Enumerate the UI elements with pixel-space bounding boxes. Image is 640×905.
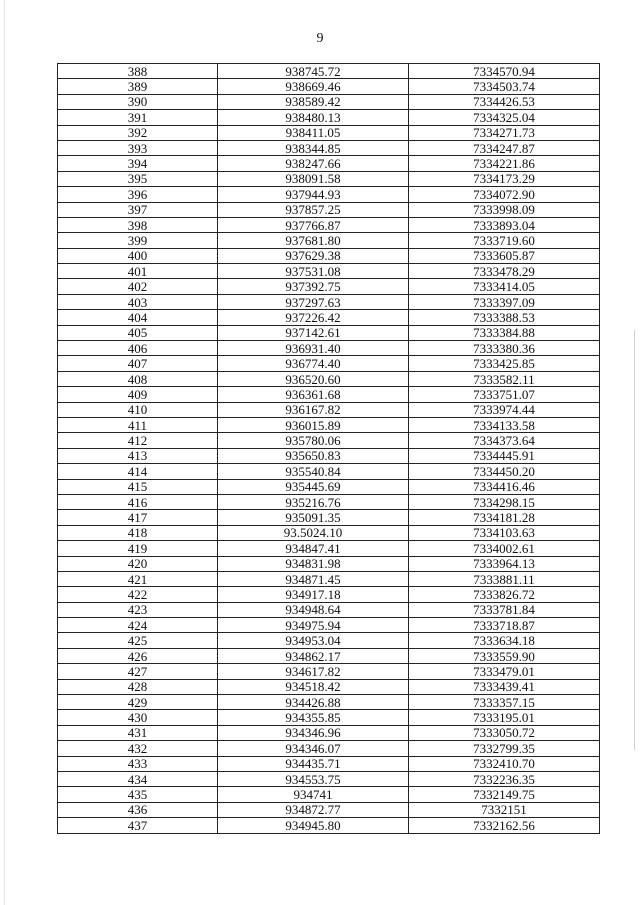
x-coordinate-cell: 935650.83	[218, 448, 409, 463]
point-number-cell: 415	[58, 479, 218, 494]
point-number-cell: 427	[58, 664, 218, 679]
x-coordinate-cell: 935091.35	[218, 510, 409, 525]
point-number-cell: 406	[58, 341, 218, 356]
x-coordinate-cell: 937766.87	[218, 217, 409, 232]
y-coordinate-cell: 7333718.87	[409, 618, 600, 633]
y-coordinate-cell: 7333414.05	[409, 279, 600, 294]
x-coordinate-cell: 934872.77	[218, 802, 409, 817]
scan-edge-mark	[634, 330, 635, 750]
x-coordinate-cell: 937226.42	[218, 310, 409, 325]
y-coordinate-cell: 7334373.64	[409, 433, 600, 448]
x-coordinate-cell: 937392.75	[218, 279, 409, 294]
table-row	[58, 787, 600, 802]
table-row	[58, 541, 600, 556]
x-coordinate-cell: 934355.85	[218, 710, 409, 725]
scan-edge-mark	[4, 0, 5, 905]
coordinates-table	[57, 63, 600, 834]
table-row	[58, 294, 600, 309]
table-row	[58, 202, 600, 217]
x-coordinate-cell: 934917.18	[218, 587, 409, 602]
table-row	[58, 756, 600, 771]
y-coordinate-cell: 7334503.74	[409, 79, 600, 94]
x-coordinate-cell: 935216.76	[218, 494, 409, 509]
x-coordinate-cell: 936167.82	[218, 402, 409, 417]
table-row	[58, 510, 600, 525]
point-number-cell: 388	[58, 64, 218, 79]
point-number-cell: 429	[58, 695, 218, 710]
point-number-cell: 391	[58, 110, 218, 125]
y-coordinate-cell: 7333826.72	[409, 587, 600, 602]
y-coordinate-cell: 7333974.44	[409, 402, 600, 417]
y-coordinate-cell: 7333357.15	[409, 695, 600, 710]
table-row	[58, 494, 600, 509]
point-number-cell: 413	[58, 448, 218, 463]
table-row	[58, 479, 600, 494]
y-coordinate-cell: 7334325.04	[409, 110, 600, 125]
x-coordinate-cell: 936361.68	[218, 387, 409, 402]
point-number-cell: 426	[58, 648, 218, 663]
table-row	[58, 633, 600, 648]
point-number-cell: 400	[58, 248, 218, 263]
x-coordinate-cell: 936774.40	[218, 356, 409, 371]
x-coordinate-cell: 936015.89	[218, 417, 409, 432]
x-coordinate-cell: 938091.58	[218, 171, 409, 186]
table-row	[58, 664, 600, 679]
table-row	[58, 125, 600, 140]
point-number-cell: 422	[58, 587, 218, 602]
point-number-cell: 423	[58, 602, 218, 617]
x-coordinate-cell: 938589.42	[218, 94, 409, 109]
x-coordinate-cell: 934518.42	[218, 679, 409, 694]
x-coordinate-cell: 937857.25	[218, 202, 409, 217]
x-coordinate-cell: 934346.96	[218, 725, 409, 740]
point-number-cell: 418	[58, 525, 218, 540]
table-row	[58, 248, 600, 263]
y-coordinate-cell: 7333751.07	[409, 387, 600, 402]
table-row	[58, 341, 600, 356]
x-coordinate-cell: 938247.66	[218, 156, 409, 171]
page-number: 9	[316, 31, 324, 46]
point-number-cell: 428	[58, 679, 218, 694]
point-number-cell: 403	[58, 294, 218, 309]
y-coordinate-cell: 7334416.46	[409, 479, 600, 494]
table-row	[58, 264, 600, 279]
point-number-cell: 398	[58, 217, 218, 232]
point-number-cell: 412	[58, 433, 218, 448]
y-coordinate-cell: 7334247.87	[409, 140, 600, 155]
y-coordinate-cell: 7332799.35	[409, 741, 600, 756]
point-number-cell: 420	[58, 556, 218, 571]
point-number-cell: 393	[58, 140, 218, 155]
x-coordinate-cell: 934426.88	[218, 695, 409, 710]
point-number-cell: 417	[58, 510, 218, 525]
x-coordinate-cell: 937681.80	[218, 233, 409, 248]
table-row	[58, 110, 600, 125]
y-coordinate-cell: 7333478.29	[409, 264, 600, 279]
x-coordinate-cell: 934953.04	[218, 633, 409, 648]
table-row	[58, 571, 600, 586]
y-coordinate-cell: 7334426.53	[409, 94, 600, 109]
x-coordinate-cell: 935445.69	[218, 479, 409, 494]
x-coordinate-cell: 934435.71	[218, 756, 409, 771]
table-row	[58, 556, 600, 571]
point-number-cell: 401	[58, 264, 218, 279]
x-coordinate-cell: 934617.82	[218, 664, 409, 679]
x-coordinate-cell: 934741	[218, 787, 409, 802]
point-number-cell: 425	[58, 633, 218, 648]
y-coordinate-cell: 7332236.35	[409, 771, 600, 786]
point-number-cell: 411	[58, 417, 218, 432]
y-coordinate-cell: 7333881.11	[409, 571, 600, 586]
x-coordinate-cell: 934871.45	[218, 571, 409, 586]
table-row	[58, 279, 600, 294]
y-coordinate-cell: 7333582.11	[409, 371, 600, 386]
x-coordinate-cell: 938669.46	[218, 79, 409, 94]
table-row	[58, 310, 600, 325]
y-coordinate-cell: 7334570.94	[409, 64, 600, 79]
x-coordinate-cell: 938745.72	[218, 64, 409, 79]
point-number-cell: 402	[58, 279, 218, 294]
x-coordinate-cell: 936520.60	[218, 371, 409, 386]
y-coordinate-cell: 7333634.18	[409, 633, 600, 648]
y-coordinate-cell: 7333781.84	[409, 602, 600, 617]
point-number-cell: 421	[58, 571, 218, 586]
table-row	[58, 587, 600, 602]
y-coordinate-cell: 7333380.36	[409, 341, 600, 356]
y-coordinate-cell: 7334450.20	[409, 464, 600, 479]
y-coordinate-cell: 7333479.01	[409, 664, 600, 679]
y-coordinate-cell: 7334221.86	[409, 156, 600, 171]
y-coordinate-cell: 7334298.15	[409, 494, 600, 509]
table-row	[58, 187, 600, 202]
table-row	[58, 602, 600, 617]
table-row	[58, 417, 600, 432]
point-number-cell: 414	[58, 464, 218, 479]
x-coordinate-cell: 934831.98	[218, 556, 409, 571]
table-row	[58, 710, 600, 725]
x-coordinate-cell: 935540.84	[218, 464, 409, 479]
y-coordinate-cell: 7334072.90	[409, 187, 600, 202]
table-row	[58, 448, 600, 463]
table-row	[58, 802, 600, 817]
table-row	[58, 64, 600, 79]
x-coordinate-cell: 935780.06	[218, 433, 409, 448]
point-number-cell: 431	[58, 725, 218, 740]
x-coordinate-cell: 934975.94	[218, 618, 409, 633]
x-coordinate-cell: 938480.13	[218, 110, 409, 125]
table-row	[58, 679, 600, 694]
point-number-cell: 424	[58, 618, 218, 633]
table-row	[58, 771, 600, 786]
table-row	[58, 818, 600, 833]
point-number-cell: 392	[58, 125, 218, 140]
table-row	[58, 79, 600, 94]
x-coordinate-cell: 934346.07	[218, 741, 409, 756]
point-number-cell: 404	[58, 310, 218, 325]
point-number-cell: 399	[58, 233, 218, 248]
x-coordinate-cell: 938344.85	[218, 140, 409, 155]
table-row	[58, 233, 600, 248]
table-row	[58, 387, 600, 402]
y-coordinate-cell: 7334445.91	[409, 448, 600, 463]
y-coordinate-cell: 7334002.61	[409, 541, 600, 556]
table-row	[58, 741, 600, 756]
x-coordinate-cell: 937531.08	[218, 264, 409, 279]
table-row	[58, 356, 600, 371]
y-coordinate-cell: 7333893.04	[409, 217, 600, 232]
y-coordinate-cell: 7332162.56	[409, 818, 600, 833]
point-number-cell: 397	[58, 202, 218, 217]
table-row	[58, 648, 600, 663]
y-coordinate-cell: 7334271.73	[409, 125, 600, 140]
y-coordinate-cell: 7332149.75	[409, 787, 600, 802]
y-coordinate-cell: 7334173.29	[409, 171, 600, 186]
y-coordinate-cell: 7333384.88	[409, 325, 600, 340]
y-coordinate-cell: 7333964.13	[409, 556, 600, 571]
point-number-cell: 408	[58, 371, 218, 386]
point-number-cell: 437	[58, 818, 218, 833]
table-row	[58, 217, 600, 232]
table-row	[58, 140, 600, 155]
y-coordinate-cell: 7334103.63	[409, 525, 600, 540]
point-number-cell: 390	[58, 94, 218, 109]
point-number-cell: 410	[58, 402, 218, 417]
y-coordinate-cell: 7333605.87	[409, 248, 600, 263]
y-coordinate-cell: 7333425.85	[409, 356, 600, 371]
y-coordinate-cell: 7334133.58	[409, 417, 600, 432]
table-row	[58, 94, 600, 109]
x-coordinate-cell: 93.5024.10	[218, 525, 409, 540]
x-coordinate-cell: 934553.75	[218, 771, 409, 786]
table-row	[58, 402, 600, 417]
x-coordinate-cell: 937297.63	[218, 294, 409, 309]
y-coordinate-cell: 7333397.09	[409, 294, 600, 309]
y-coordinate-cell: 7333439.41	[409, 679, 600, 694]
y-coordinate-cell: 7332410.70	[409, 756, 600, 771]
table-row	[58, 725, 600, 740]
point-number-cell: 407	[58, 356, 218, 371]
y-coordinate-cell: 7333719.60	[409, 233, 600, 248]
table-row	[58, 695, 600, 710]
x-coordinate-cell: 937142.61	[218, 325, 409, 340]
x-coordinate-cell: 937944.93	[218, 187, 409, 202]
y-coordinate-cell: 7333388.53	[409, 310, 600, 325]
point-number-cell: 409	[58, 387, 218, 402]
x-coordinate-cell: 938411.05	[218, 125, 409, 140]
point-number-cell: 434	[58, 771, 218, 786]
y-coordinate-cell: 7333559.90	[409, 648, 600, 663]
x-coordinate-cell: 934948.64	[218, 602, 409, 617]
x-coordinate-cell: 937629.38	[218, 248, 409, 263]
x-coordinate-cell: 934847.41	[218, 541, 409, 556]
table-row	[58, 371, 600, 386]
y-coordinate-cell: 7333998.09	[409, 202, 600, 217]
x-coordinate-cell: 936931.40	[218, 341, 409, 356]
point-number-cell: 416	[58, 494, 218, 509]
table-row	[58, 525, 600, 540]
point-number-cell: 389	[58, 79, 218, 94]
point-number-cell: 435	[58, 787, 218, 802]
table-row	[58, 156, 600, 171]
table-row	[58, 171, 600, 186]
y-coordinate-cell: 7333195.01	[409, 710, 600, 725]
point-number-cell: 396	[58, 187, 218, 202]
coordinates-table-body	[58, 64, 600, 834]
table-row	[58, 464, 600, 479]
point-number-cell: 436	[58, 802, 218, 817]
point-number-cell: 394	[58, 156, 218, 171]
point-number-cell: 395	[58, 171, 218, 186]
point-number-cell: 432	[58, 741, 218, 756]
point-number-cell: 433	[58, 756, 218, 771]
y-coordinate-cell: 7332151	[409, 802, 600, 817]
table-row	[58, 433, 600, 448]
y-coordinate-cell: 7334181.28	[409, 510, 600, 525]
point-number-cell: 419	[58, 541, 218, 556]
x-coordinate-cell: 934945.80	[218, 818, 409, 833]
table-row	[58, 618, 600, 633]
point-number-cell: 430	[58, 710, 218, 725]
table-row	[58, 325, 600, 340]
y-coordinate-cell: 7333050.72	[409, 725, 600, 740]
x-coordinate-cell: 934862.17	[218, 648, 409, 663]
point-number-cell: 405	[58, 325, 218, 340]
